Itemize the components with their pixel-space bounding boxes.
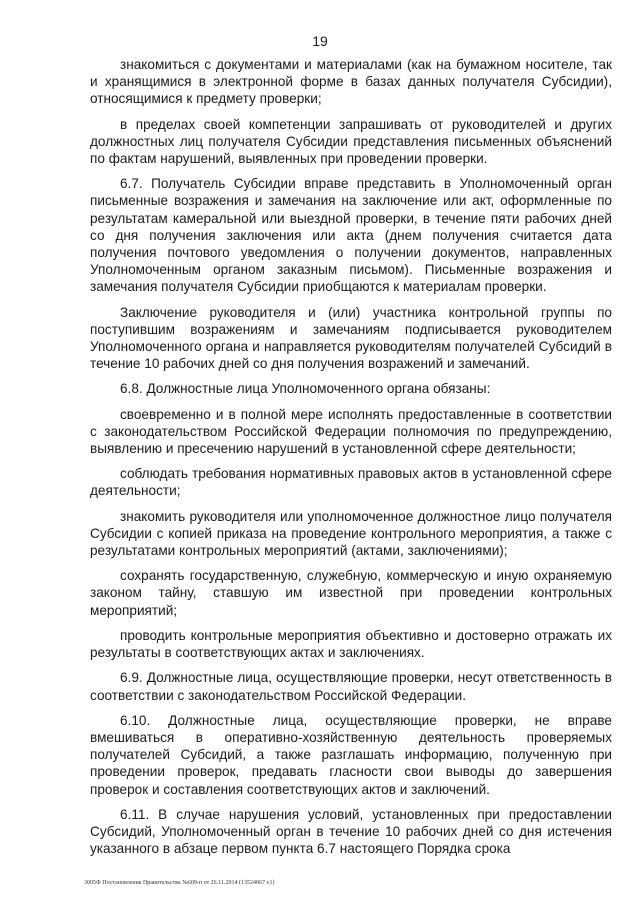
paragraph: 6.9. Должностные лица, осуществляющие проверки, несут ответственность в соответствии с законодательством Российской Федерации. (90, 670, 612, 703)
document-body (90, 56, 612, 865)
paragraph: 6.10. Должностные лица, осуществляющие проверки, не вправе вмешиваться в оперативно-хозяйственную деятельность проверяемых получателей Субсидий, а также разглашать информацию, полученную при проведении проверок, предавать гласности свои выводы до завершения проверок и составления соответствующих актов и заключений. (90, 712, 612, 797)
paragraph: 6.11. В случае нарушения условий, установленных при предоставлении Субсидий, Уполномоченный орган в течение 10 рабочих дней со дня истечения указанного в абзаце первом пункта 6.7 настоящего Порядка срока (90, 806, 612, 857)
paragraph: проводить контрольные мероприятия объективно и достоверно отражать их результаты в соответствующих актах и заключениях. (90, 627, 612, 661)
paragraph: Заключение руководителя и (или) участника контрольной группы по поступившим возражениям и замечаниям подписывается руководителем Уполномоченного органа и направляется руководителям получателей Субсидий в течение 10 рабочих дней со дня получения возражений и замечаний. (90, 304, 612, 372)
paragraph: 6.8. Должностные лица Уполномоченного органа обязаны: (120, 381, 491, 397)
paragraph: знакомиться с документами и материалами (как на бумажном носителе, так и хранящимися в электронной форме в базах данных получателя Субсидии), относящимися к предмету проверки; (90, 57, 612, 107)
paragraph: сохранять государственную, служебную, коммерческую и иную охраняемую законом тайну, ставшую им известной при проведении контрольных мероприятий; (90, 568, 612, 618)
paragraph: в пределах своей компетенции запрашивать от руководителей и других должностных лиц получателя Субсидии представления письменных объяснений по фактам нарушений, выявленных при проведении проверки. (90, 116, 612, 167)
paragraph: соблюдать требования нормативных правовых актов в установленной сфере деятельности; (90, 466, 612, 499)
page-number: 19 (312, 33, 328, 49)
paragraph: 6.7. Получатель Субсидии вправе представить в Уполномоченный орган письменные возражения и замечания на заключение или акт, оформленные по результатам камеральной или выездной проверки, в течение пяти рабочих дней со дня получения заключения или акта (днем получения считается дата получения почтового уведомления о получении документов, направленных Уполномоченным органом заказным письмом). Письменные возражения и замечания получателя Субсидии приобщаются к материалам проверки. (90, 176, 612, 295)
paragraph: своевременно и в полной мере исполнять предоставленные в соответствии с законодательством Российской Федерации полномочия по предупреждению, выявлению и пресечению нарушений в установленной сфере деятельности; (90, 406, 612, 457)
paragraph: знакомить руководителя или уполномоченное должностное лицо получателя Субсидии с копией приказа на проведение контрольного мероприятия, а также с результатами контрольных мероприятий (актами, заключениями); (90, 508, 612, 559)
footer-doc-reference: 3005Ф Постановление Правительства №609-п от 26.11.2014 (13524067 v1) (84, 880, 275, 886)
